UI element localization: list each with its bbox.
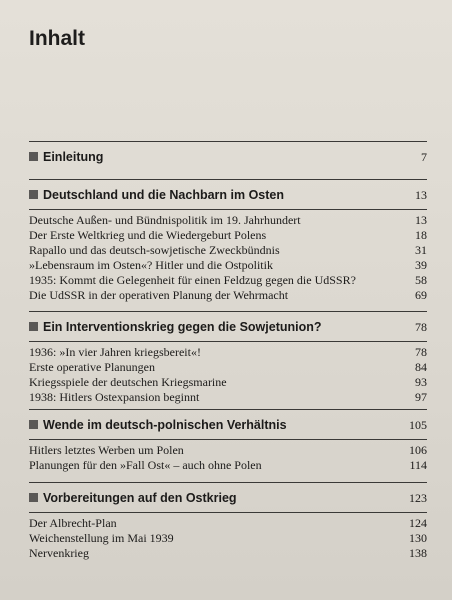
entry-page: 106	[409, 443, 427, 457]
entry-page: 138	[409, 546, 427, 560]
entry-title: Der Albrecht-Plan	[29, 516, 117, 530]
entry-page: 31	[415, 243, 427, 257]
section-page-number: 105	[409, 418, 427, 432]
toc-entry	[29, 243, 427, 258]
section-title: Wende im deutsch-polnischen Verhältnis	[43, 418, 287, 432]
entry-page: 13	[415, 213, 427, 227]
entry-title: Nervenkrieg	[29, 546, 89, 560]
section-divider	[29, 179, 427, 180]
toc-entry	[29, 443, 427, 458]
toc-entry	[29, 345, 427, 360]
square-bullet-icon	[29, 152, 38, 161]
section-underline	[29, 336, 427, 342]
toc-entry	[29, 228, 427, 243]
entry-page: 97	[415, 390, 427, 404]
section-title: Ein Interventionskrieg gegen die Sowjetunion?	[43, 320, 322, 334]
entry-page: 69	[415, 288, 427, 302]
entry-page: 39	[415, 258, 427, 272]
toc-entry	[29, 360, 427, 375]
toc-section-interventionskrieg	[29, 320, 427, 405]
toc-entry	[29, 516, 427, 531]
section-page-number: 13	[415, 188, 427, 202]
section-title: Vorbereitungen auf den Ostkrieg	[43, 491, 237, 505]
section-title: Deutschland und die Nachbarn im Osten	[43, 188, 285, 202]
section-underline	[29, 434, 427, 440]
entry-title: Rapallo und das deutsch-sowjetische Zweckbündnis	[29, 243, 280, 257]
entry-page: 18	[415, 228, 427, 242]
section-page-number: 78	[415, 320, 427, 334]
square-bullet-icon	[29, 322, 38, 331]
entry-title: Kriegsspiele der deutschen Kriegsmarine	[29, 375, 227, 389]
entry-title: Weichenstellung im Mai 1939	[29, 531, 174, 545]
entry-title: Die UdSSR in der operativen Planung der Wehrmacht	[29, 288, 289, 302]
toc-entry	[29, 213, 427, 228]
toc-section-nachbarn	[29, 188, 427, 303]
square-bullet-icon	[29, 190, 38, 199]
entry-title: 1935: Kommt die Gelegenheit für einen Feldzug gegen die UdSSR?	[29, 273, 356, 287]
toc-entry	[29, 458, 427, 473]
section-heading	[29, 418, 427, 434]
page-title: Inhalt	[29, 27, 85, 50]
entry-title: 1938: Hitlers Ostexpansion beginnt	[29, 390, 200, 404]
toc-entry	[29, 390, 427, 405]
section-divider	[29, 409, 427, 410]
section-underline	[29, 204, 427, 210]
section-page-number: 123	[409, 491, 427, 505]
toc-section-einleitung	[29, 150, 427, 166]
entry-title: Erste operative Planungen	[29, 360, 155, 374]
entry-page: 78	[415, 345, 427, 359]
entry-page: 114	[409, 458, 427, 472]
section-underline	[29, 507, 427, 513]
section-heading	[29, 188, 427, 204]
square-bullet-icon	[29, 493, 38, 502]
entry-title: »Lebensraum im Osten«? Hitler und die Ostpolitik	[29, 258, 273, 272]
square-bullet-icon	[29, 420, 38, 429]
section-divider	[29, 141, 427, 142]
entry-page: 84	[415, 360, 427, 374]
toc-section-vorbereitungen	[29, 491, 427, 561]
toc-entry	[29, 531, 427, 546]
toc-entry	[29, 288, 427, 303]
toc-section-wende	[29, 418, 427, 473]
section-heading	[29, 150, 427, 166]
toc-entry	[29, 546, 427, 561]
entry-page: 58	[415, 273, 427, 287]
toc-entry	[29, 258, 427, 273]
entry-title: Hitlers letztes Werben um Polen	[29, 443, 184, 457]
entry-page: 124	[409, 516, 427, 530]
entry-page: 93	[415, 375, 427, 389]
entry-title: 1936: »In vier Jahren kriegsbereit«!	[29, 345, 201, 359]
entry-title: Deutsche Außen- und Bündnispolitik im 19. Jahrhundert	[29, 213, 301, 227]
toc-entry	[29, 375, 427, 390]
section-heading	[29, 491, 427, 507]
entry-title: Der Erste Weltkrieg und die Wiedergeburt Polens	[29, 228, 267, 242]
toc-entry	[29, 273, 427, 288]
section-heading	[29, 320, 427, 336]
entry-page: 130	[409, 531, 427, 545]
section-divider	[29, 482, 427, 483]
entry-title: Planungen für den »Fall Ost« – auch ohne Polen	[29, 458, 262, 472]
section-page-number: 7	[421, 150, 427, 164]
section-divider	[29, 311, 427, 312]
section-title: Einleitung	[43, 150, 104, 164]
